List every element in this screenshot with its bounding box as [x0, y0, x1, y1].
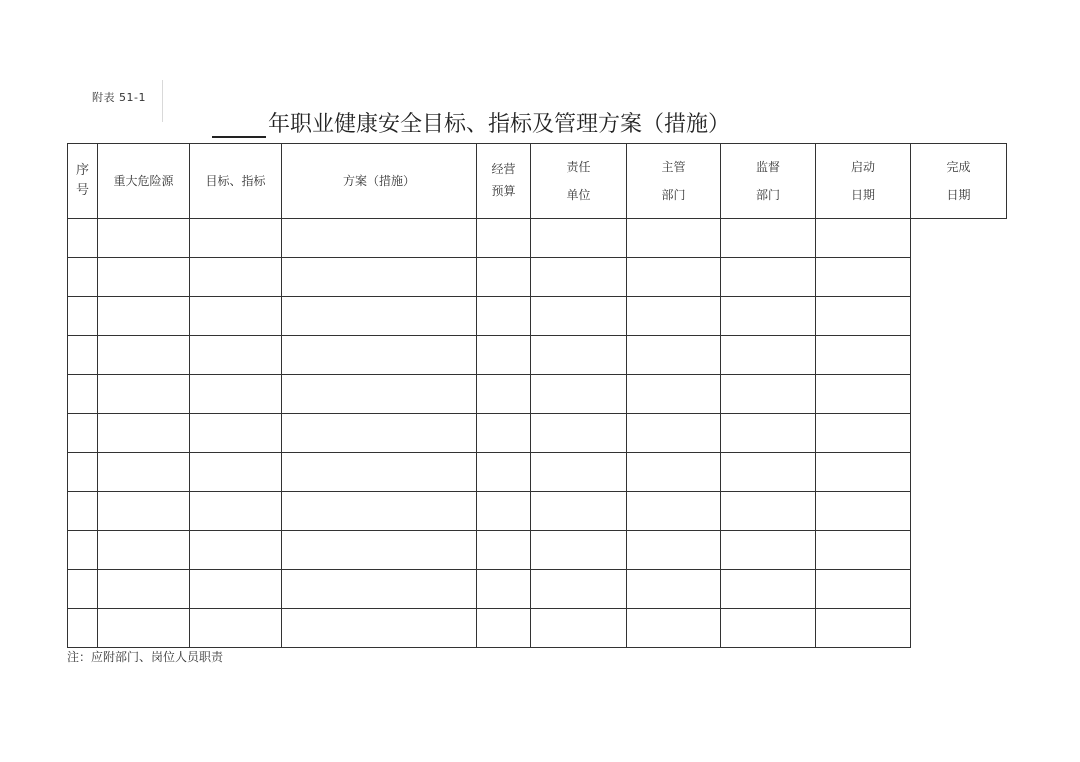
document-title: [212, 108, 730, 138]
header-hazard: 重大危险源: [98, 144, 190, 219]
table-row: [68, 297, 1007, 336]
cell-supervise[interactable]: [627, 531, 721, 570]
cell-lead[interactable]: [531, 453, 627, 492]
header-lead-line2: 部门: [661, 188, 686, 202]
cell-lead[interactable]: [531, 570, 627, 609]
header-target: 目标、指标: [190, 144, 282, 219]
cell-target[interactable]: [190, 219, 282, 258]
cell-responsible[interactable]: [477, 375, 531, 414]
cell-seq[interactable]: [68, 375, 98, 414]
cell-responsible[interactable]: [477, 492, 531, 531]
cell-supervise[interactable]: [627, 492, 721, 531]
cell-hazard[interactable]: [98, 570, 190, 609]
cell-responsible[interactable]: [477, 258, 531, 297]
attachment-label: 附表 51-1: [92, 91, 146, 104]
cell-finish[interactable]: [816, 492, 911, 531]
cell-hazard[interactable]: [98, 492, 190, 531]
header-responsible: [531, 144, 627, 219]
cell-finish[interactable]: [816, 453, 911, 492]
cell-seq[interactable]: [68, 414, 98, 453]
header-lead-line1: 主管: [661, 160, 686, 174]
cell-start[interactable]: [721, 297, 816, 336]
cell-seq[interactable]: [68, 219, 98, 258]
cell-responsible[interactable]: [477, 297, 531, 336]
header-start-line1: 启动: [850, 160, 875, 174]
target-plan-table: [67, 143, 1007, 648]
cell-hazard[interactable]: [98, 453, 190, 492]
cell-seq[interactable]: [68, 609, 98, 648]
header-plan: 方案（措施）: [282, 144, 477, 219]
header-start-line2: 日期: [850, 188, 875, 202]
cell-plan[interactable]: [282, 531, 477, 570]
cell-start[interactable]: [721, 414, 816, 453]
cell-seq[interactable]: [68, 570, 98, 609]
margin-rule: [162, 80, 163, 122]
header-supervise-line1: 监督: [755, 160, 780, 174]
header-supervise: [721, 144, 816, 219]
cell-target[interactable]: [190, 336, 282, 375]
table-row: [68, 453, 1007, 492]
table-row: [68, 219, 1007, 258]
cell-plan[interactable]: [282, 492, 477, 531]
cell-plan[interactable]: [282, 453, 477, 492]
cell-supervise[interactable]: [627, 414, 721, 453]
cell-seq[interactable]: [68, 258, 98, 297]
cell-supervise[interactable]: [627, 453, 721, 492]
table-row: [68, 531, 1007, 570]
header-responsible-line1: 责任: [566, 160, 591, 174]
table-row: [68, 609, 1007, 648]
cell-supervise[interactable]: [627, 258, 721, 297]
cell-responsible[interactable]: [477, 414, 531, 453]
header-seq-line1: 序: [75, 162, 89, 178]
header-finish-line1: 完成: [946, 160, 971, 174]
header-finish-line2: 日期: [946, 188, 971, 202]
cell-finish[interactable]: [816, 570, 911, 609]
cell-supervise[interactable]: [627, 336, 721, 375]
cell-responsible[interactable]: [477, 453, 531, 492]
table-row: [68, 414, 1007, 453]
cell-responsible[interactable]: [477, 609, 531, 648]
cell-target[interactable]: [190, 258, 282, 297]
cell-finish[interactable]: [816, 336, 911, 375]
cell-hazard[interactable]: [98, 609, 190, 648]
cell-lead[interactable]: [531, 531, 627, 570]
cell-hazard[interactable]: [98, 219, 190, 258]
cell-plan[interactable]: [282, 375, 477, 414]
cell-start[interactable]: [721, 375, 816, 414]
cell-hazard[interactable]: [98, 297, 190, 336]
cell-hazard[interactable]: [98, 414, 190, 453]
cell-finish[interactable]: [816, 531, 911, 570]
table-row: [68, 570, 1007, 609]
table-row: [68, 375, 1007, 414]
cell-lead[interactable]: [531, 414, 627, 453]
title-text: 年职业健康安全目标、指标及管理方案（措施）: [268, 112, 731, 137]
cell-plan[interactable]: [282, 414, 477, 453]
cell-seq[interactable]: [68, 297, 98, 336]
cell-responsible[interactable]: [477, 219, 531, 258]
cell-target[interactable]: [190, 414, 282, 453]
header-budget-line2: 预算: [491, 184, 516, 198]
cell-seq[interactable]: [68, 492, 98, 531]
cell-target[interactable]: [190, 531, 282, 570]
cell-supervise[interactable]: [627, 609, 721, 648]
cell-start[interactable]: [721, 531, 816, 570]
cell-lead[interactable]: [531, 609, 627, 648]
cell-lead[interactable]: [531, 219, 627, 258]
cell-seq[interactable]: [68, 453, 98, 492]
cell-plan[interactable]: [282, 336, 477, 375]
header-seq-line2: 号: [75, 182, 89, 198]
table-row: [68, 336, 1007, 375]
cell-finish[interactable]: [816, 609, 911, 648]
cell-responsible[interactable]: [477, 531, 531, 570]
cell-supervise[interactable]: [627, 297, 721, 336]
cell-target[interactable]: [190, 453, 282, 492]
cell-start[interactable]: [721, 336, 816, 375]
cell-lead[interactable]: [531, 492, 627, 531]
cell-start[interactable]: [721, 258, 816, 297]
cell-supervise[interactable]: [627, 219, 721, 258]
cell-responsible[interactable]: [477, 336, 531, 375]
cell-hazard[interactable]: [98, 258, 190, 297]
cell-responsible[interactable]: [477, 570, 531, 609]
cell-start[interactable]: [721, 492, 816, 531]
cell-target[interactable]: [190, 492, 282, 531]
cell-target[interactable]: [190, 570, 282, 609]
cell-hazard[interactable]: [98, 531, 190, 570]
cell-supervise[interactable]: [627, 375, 721, 414]
cell-plan[interactable]: [282, 258, 477, 297]
header-responsible-line2: 单位: [566, 188, 591, 202]
cell-hazard[interactable]: [98, 375, 190, 414]
cell-lead[interactable]: [531, 297, 627, 336]
header-seq: [68, 144, 98, 219]
cell-plan[interactable]: [282, 297, 477, 336]
header-finish: [911, 144, 1007, 219]
cell-finish[interactable]: [816, 258, 911, 297]
cell-finish[interactable]: [816, 375, 911, 414]
cell-start[interactable]: [721, 219, 816, 258]
cell-target[interactable]: [190, 609, 282, 648]
cell-seq[interactable]: [68, 531, 98, 570]
header-supervise-line2: 部门: [755, 188, 780, 202]
header-lead: [627, 144, 721, 219]
cell-plan[interactable]: [282, 570, 477, 609]
table-body: [68, 219, 1007, 648]
footnote: 注：应附部门、岗位人员职责: [67, 650, 224, 664]
cell-start[interactable]: [721, 609, 816, 648]
cell-start[interactable]: [721, 453, 816, 492]
cell-target[interactable]: [190, 297, 282, 336]
cell-target[interactable]: [190, 375, 282, 414]
header-budget-line1: 经营: [491, 162, 516, 176]
header-start: [816, 144, 911, 219]
year-blank-field[interactable]: [212, 112, 266, 138]
cell-finish[interactable]: [816, 219, 911, 258]
cell-supervise[interactable]: [627, 570, 721, 609]
cell-hazard[interactable]: [98, 336, 190, 375]
cell-plan[interactable]: [282, 219, 477, 258]
table-row: [68, 492, 1007, 531]
header-row: [68, 144, 1007, 219]
cell-seq[interactable]: [68, 336, 98, 375]
cell-lead[interactable]: [531, 258, 627, 297]
cell-lead[interactable]: [531, 336, 627, 375]
cell-start[interactable]: [721, 570, 816, 609]
cell-plan[interactable]: [282, 609, 477, 648]
table-row: [68, 258, 1007, 297]
header-budget: [477, 144, 531, 219]
cell-finish[interactable]: [816, 414, 911, 453]
cell-lead[interactable]: [531, 375, 627, 414]
cell-finish[interactable]: [816, 297, 911, 336]
